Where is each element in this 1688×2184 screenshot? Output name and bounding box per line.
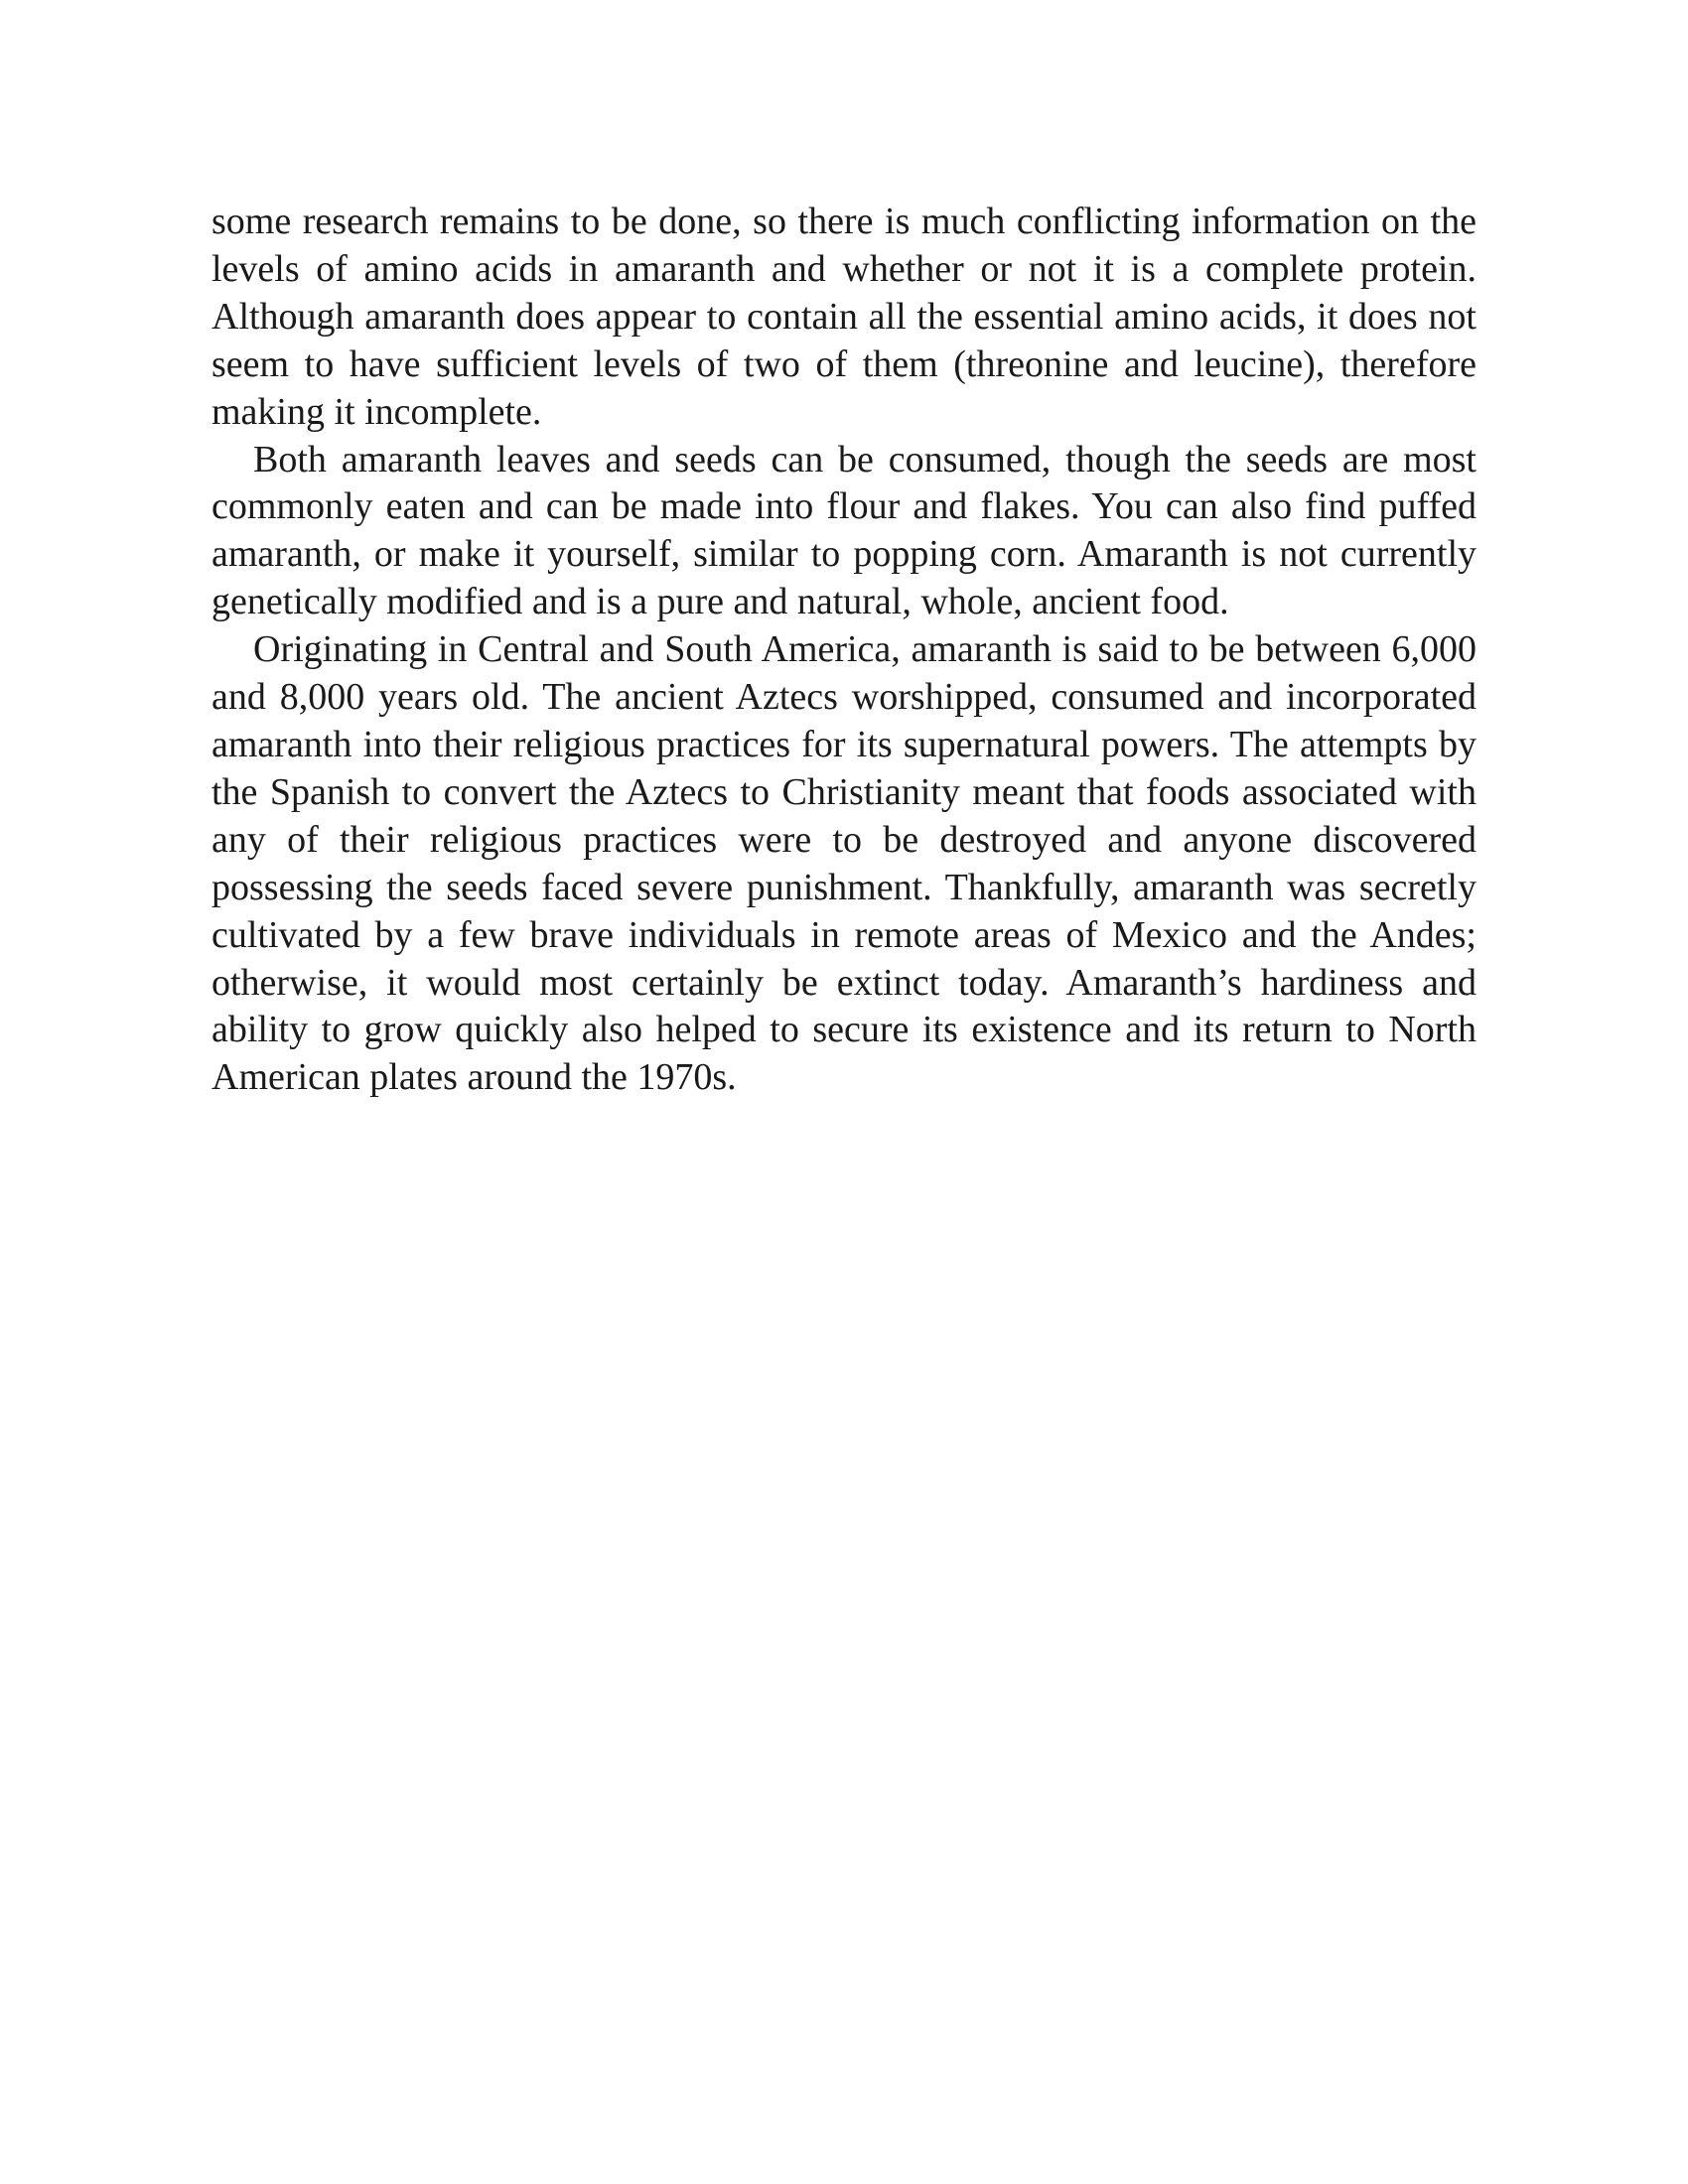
body-text	[211, 199, 1477, 1102]
paragraph-continuation: some research remains to be done, so there is much conflicting information on the levels of amino acids in amaranth and whether or not it is a complete protein. Although amaranth does appear to contain all the essential amino acids, it does not seem to have sufficient levels of two of them (threonine and leucine), therefore making it incomplete.	[211, 201, 1477, 433]
paragraph-origins: Originating in Central and South America, amaranth is said to be between 6,000 and 8,000 years old. The ancient Aztecs worshipped, consumed and incorporated amaranth into their religious practices for its supernatural powers. The attempts by the Spanish to convert the Aztecs to Christianity meant that foods associated with any of their religious practices were to be destroyed and anyone discovered possessing the seeds faced severe punishment. Thankfully, amaranth was secretly cultivated by a few brave individuals in remote areas of Mexico and the Andes; otherwise, it would most certainly be extinct today. Amaranth’s hardiness and ability to grow quickly also helped to secure its existence and its return to North American plates around the 1970s.	[211, 628, 1477, 1099]
paragraph-leaves-and-seeds: Both amaranth leaves and seeds can be consumed, though the seeds are most commonly eaten and can be made into flour and flakes. You can also find puffed amaranth, or make it yourself, similar to popping corn. Amaranth is not currently genetically modified and is a pure and natural, whole, ancient food.	[211, 438, 1477, 623]
